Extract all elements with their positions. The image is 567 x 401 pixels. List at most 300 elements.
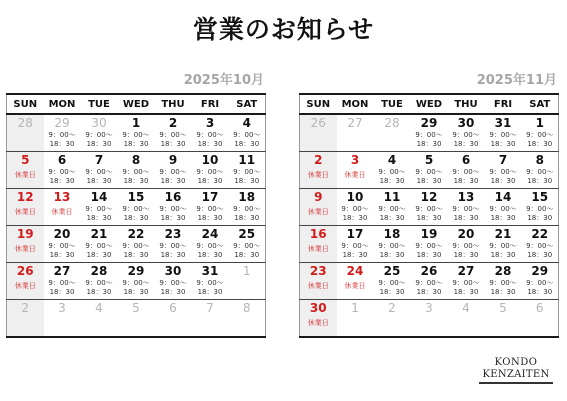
day-number: 5 [132,301,140,315]
day-number: 10 [201,153,219,167]
opening-time: 9：00～ [341,205,369,213]
opening-time: 9：00～ [526,279,554,287]
calendar-day-cell [81,114,118,152]
closing-time: 18：30 [123,214,149,222]
closing-time: 18：30 [342,251,368,259]
opening-time: 9：00～ [415,279,443,287]
calendar-day-cell [44,189,81,226]
opening-time: 9：00～ [196,168,224,176]
calendar-day-cell [485,226,522,263]
calendar-day-cell [374,189,411,226]
opening-time: 9：00～ [415,131,443,139]
day-number: 5 [424,153,434,167]
opening-time: 9：00～ [233,131,261,139]
day-number: 14 [90,190,108,204]
calendar-week-row [300,263,559,300]
closed-day-label: 休業日 [307,282,329,290]
opening-time: 9：00～ [159,205,187,213]
closing-time: 18：30 [453,140,479,148]
day-number: 20 [457,227,475,241]
weekday-label: THU [448,94,485,114]
calendar-day-cell [118,263,155,300]
calendar-day-cell [81,189,118,226]
day-number: 4 [462,301,470,315]
closing-time: 18：30 [160,214,186,222]
logo-line-1: KONDO [494,357,538,368]
calendar-week-row [300,189,559,226]
closed-day-label: 休業日 [14,171,36,179]
company-logo [479,357,553,384]
calendar-november [299,72,559,338]
calendar-week-row [7,114,266,152]
weekday-label: SUN [300,94,337,114]
day-number: 21 [494,227,512,241]
calendar-day-cell [411,263,448,300]
calendar-day-cell [81,300,118,338]
closing-time: 18：30 [379,214,405,222]
calendar-day-cell [485,300,522,338]
opening-time: 9：00～ [452,168,480,176]
calendar-day-cell [44,152,81,189]
calendar-day-cell [448,114,485,152]
day-number: 4 [95,301,103,315]
day-number: 1 [535,116,544,130]
calendar-week-row [7,300,266,338]
calendar-week-row [300,226,559,263]
closing-time: 18：30 [123,288,149,296]
weekday-label: MON [44,94,81,114]
opening-time: 9：00～ [378,168,406,176]
calendar-day-cell [337,114,374,152]
closing-time: 18：30 [416,288,442,296]
closing-time: 18：30 [416,177,442,185]
opening-time: 9：00～ [526,242,554,250]
closing-time: 18：30 [527,177,553,185]
calendar-day-cell [229,152,266,189]
day-number: 17 [201,190,219,204]
day-number: 21 [90,227,108,241]
calendar-day-cell [374,263,411,300]
closing-time: 18：30 [490,177,516,185]
closing-time: 18：30 [49,177,75,185]
opening-time: 9：00～ [341,242,369,250]
closing-time: 18：30 [86,140,112,148]
calendar-day-cell [155,226,192,263]
page-title: 営業のお知らせ [192,15,375,44]
closed-day-label: 休業日 [307,245,329,253]
day-number: 27 [347,116,363,130]
opening-time: 9：00～ [378,205,406,213]
calendar-day-cell [229,300,266,338]
opening-time: 9：00～ [489,242,517,250]
day-number: 29 [127,264,145,278]
day-number: 3 [58,301,66,315]
opening-time: 9：00～ [415,242,443,250]
day-number: 24 [346,264,364,278]
weekday-label: TUE [81,94,118,114]
closing-time: 18：30 [197,214,223,222]
opening-time: 9：00～ [196,205,224,213]
day-number: 4 [242,116,251,130]
day-number: 30 [457,116,475,130]
opening-time: 9：00～ [122,205,150,213]
closing-time: 18：30 [197,177,223,185]
calendar-day-cell [448,152,485,189]
opening-time: 9：00～ [122,168,150,176]
calendar-day-cell [337,226,374,263]
weekday-label: THU [155,94,192,114]
day-number: 28 [17,116,33,130]
closed-day-label: 休業日 [307,171,329,179]
calendar-day-cell [155,114,192,152]
calendar-day-cell [411,152,448,189]
day-number: 26 [16,264,34,278]
closing-time: 18：30 [379,177,405,185]
closed-day-label: 休業日 [344,171,366,179]
day-number: 28 [90,264,108,278]
calendar-day-cell [118,189,155,226]
day-number: 3 [205,116,215,130]
closing-time: 18：30 [160,251,186,259]
closing-time: 18：30 [490,251,516,259]
calendar-day-cell [411,300,448,338]
calendar-day-cell [522,152,559,189]
day-number: 16 [164,190,182,204]
day-number: 13 [53,190,71,204]
calendar-day-cell [337,152,374,189]
calendar-day-cell [300,152,337,189]
calendar-week-row [300,300,559,338]
day-number: 12 [420,190,438,204]
opening-time: 9：00～ [452,242,480,250]
calendar-day-cell [229,114,266,152]
closing-time: 18：30 [197,140,223,148]
closed-day-label: 休業日 [51,208,73,216]
calendar-day-cell [7,189,44,226]
day-number: 8 [131,153,141,167]
closing-time: 18：30 [160,177,186,185]
day-number: 28 [384,116,400,130]
day-number: 9 [314,190,323,204]
opening-time: 9：00～ [489,279,517,287]
closing-time: 18：30 [527,288,553,296]
opening-time: 9：00～ [378,279,406,287]
calendar-day-cell [522,300,559,338]
calendar-day-cell [300,300,337,338]
day-number: 1 [242,264,251,278]
calendar-grid [6,93,266,338]
day-number: 26 [310,116,326,130]
opening-time: 9：00～ [48,131,76,139]
calendar-day-cell [7,114,44,152]
opening-time: 9：00～ [452,205,480,213]
opening-time: 9：00～ [196,131,224,139]
day-number: 14 [494,190,512,204]
closing-time: 18：30 [123,140,149,148]
calendar-day-cell [118,300,155,338]
day-number: 28 [494,264,512,278]
day-number: 26 [420,264,438,278]
day-number: 18 [383,227,401,241]
calendar-day-cell [192,152,229,189]
weekday-label: TUE [374,94,411,114]
day-number: 7 [498,153,508,167]
opening-time: 9：00～ [122,131,150,139]
opening-time: 9：00～ [85,205,113,213]
day-number: 31 [494,116,512,130]
day-number: 18 [238,190,256,204]
closing-time: 18：30 [490,288,516,296]
day-number: 2 [21,301,30,315]
day-number: 22 [127,227,145,241]
day-number: 5 [499,301,507,315]
calendar-body [300,114,559,337]
opening-time: 9：00～ [526,168,554,176]
calendar-day-cell [300,226,337,263]
calendar-day-cell [522,114,559,152]
closing-time: 18：30 [453,214,479,222]
day-number: 2 [388,301,396,315]
calendar-day-cell [44,300,81,338]
opening-time: 9：00～ [48,168,76,176]
closed-day-label: 休業日 [307,319,329,327]
calendar-day-cell [411,226,448,263]
closing-time: 18：30 [86,214,112,222]
calendar-day-cell [337,300,374,338]
day-number: 7 [206,301,214,315]
opening-time: 9：00～ [122,242,150,250]
closing-time: 18：30 [160,288,186,296]
opening-time: 9：00～ [452,279,480,287]
weekday-label: WED [411,94,448,114]
calendar-day-cell [448,263,485,300]
opening-time: 9：00～ [526,205,554,213]
closing-time: 18：30 [453,288,479,296]
day-number: 29 [531,264,549,278]
day-number: 24 [201,227,219,241]
closing-time: 18：30 [197,251,223,259]
calendar-day-cell [300,189,337,226]
calendar-day-cell [485,152,522,189]
calendar-week-row [300,114,559,152]
day-number: 25 [383,264,401,278]
closing-time: 18：30 [49,251,75,259]
calendar-day-cell [155,263,192,300]
day-number: 27 [53,264,71,278]
calendar-day-cell [522,263,559,300]
calendar-day-cell [81,226,118,263]
opening-time: 9：00～ [415,168,443,176]
closing-time: 18：30 [342,214,368,222]
closing-time: 18：30 [86,177,112,185]
opening-time: 9：00～ [452,131,480,139]
weekday-label: SAT [229,94,266,114]
opening-time: 9：00～ [489,168,517,176]
closing-time: 18：30 [49,140,75,148]
closing-time: 18：30 [49,288,75,296]
calendar-day-cell [337,189,374,226]
day-number: 4 [387,153,397,167]
closing-time: 18：30 [416,214,442,222]
calendar-day-cell [7,300,44,338]
opening-time: 9：00～ [48,242,76,250]
calendar-body [7,114,266,337]
calendar-day-cell [155,189,192,226]
day-number: 19 [420,227,438,241]
weekday-label: WED [118,94,155,114]
calendar-day-cell [155,152,192,189]
calendar-day-cell [7,226,44,263]
day-number: 17 [346,227,364,241]
opening-time: 9：00～ [85,168,113,176]
closing-time: 18：30 [453,251,479,259]
opening-time: 9：00～ [196,279,224,287]
closing-time: 18：30 [123,177,149,185]
weekday-label: FRI [485,94,522,114]
day-number: 7 [94,153,104,167]
day-number: 8 [535,153,544,167]
day-number: 30 [91,116,107,130]
month-label: 2025年11月 [476,73,557,88]
closing-time: 18：30 [123,251,149,259]
calendar-day-cell [522,189,559,226]
day-number: 23 [164,227,182,241]
day-number: 3 [350,153,360,167]
calendar-day-cell [7,263,44,300]
calendar-week-row [300,152,559,189]
day-number: 12 [16,190,34,204]
weekday-header-row [300,94,559,114]
day-number: 6 [535,301,544,315]
opening-time: 9：00～ [233,242,261,250]
closing-time: 18：30 [490,214,516,222]
opening-time: 9：00～ [196,242,224,250]
day-number: 1 [351,301,359,315]
calendar-day-cell [411,114,448,152]
opening-time: 9：00～ [85,131,113,139]
calendar-day-cell [374,114,411,152]
weekday-header-row [7,94,266,114]
closing-time: 18：30 [234,214,260,222]
closed-day-label: 休業日 [307,208,329,216]
calendar-day-cell [192,226,229,263]
month-label: 2025年10月 [183,73,264,88]
day-number: 22 [531,227,549,241]
opening-time: 9：00～ [526,131,554,139]
calendar-day-cell [229,226,266,263]
closing-time: 18：30 [416,140,442,148]
calendar-day-cell [300,114,337,152]
calendar-day-cell [374,226,411,263]
calendar-day-cell [485,114,522,152]
day-number: 2 [168,116,178,130]
closing-time: 18：30 [416,251,442,259]
opening-time: 9：00～ [489,205,517,213]
day-number: 16 [309,227,327,241]
calendar-october [6,72,266,338]
closing-time: 18：30 [86,288,112,296]
calendar-day-cell [118,152,155,189]
logo-line-2: KENZAITEN [479,369,553,384]
day-number: 1 [131,116,141,130]
closing-time: 18：30 [490,140,516,148]
closed-day-label: 休業日 [14,245,36,253]
calendar-day-cell [192,189,229,226]
calendar-day-cell [192,263,229,300]
calendar-day-cell [229,189,266,226]
day-number: 27 [457,264,475,278]
calendar-day-cell [337,263,374,300]
opening-time: 9：00～ [159,279,187,287]
calendar-day-cell [155,300,192,338]
closing-time: 18：30 [160,140,186,148]
weekday-label: SAT [522,94,559,114]
day-number: 13 [457,190,475,204]
calendar-week-row [7,226,266,263]
calendar-day-cell [44,226,81,263]
opening-time: 9：00～ [122,279,150,287]
closing-time: 18：30 [527,140,553,148]
day-number: 29 [54,116,70,130]
closing-time: 18：30 [379,251,405,259]
calendar-day-cell [485,189,522,226]
weekday-label: SUN [7,94,44,114]
closed-day-label: 休業日 [344,282,366,290]
closing-time: 18：30 [527,214,553,222]
calendar-day-cell [44,114,81,152]
weekday-label: MON [337,94,374,114]
closed-day-label: 休業日 [14,208,36,216]
day-number: 15 [127,190,145,204]
opening-time: 9：00～ [233,168,261,176]
closing-time: 18：30 [234,140,260,148]
day-number: 15 [531,190,549,204]
day-number: 6 [57,153,67,167]
opening-time: 9：00～ [489,131,517,139]
calendar-day-cell [118,226,155,263]
weekday-label: FRI [192,94,229,114]
day-number: 20 [53,227,71,241]
calendar-day-cell [118,114,155,152]
closing-time: 18：30 [234,177,260,185]
opening-time: 9：00～ [85,242,113,250]
day-number: 9 [168,153,178,167]
closing-time: 18：30 [379,288,405,296]
calendar-week-row [7,152,266,189]
calendar-day-cell [448,189,485,226]
day-number: 10 [346,190,364,204]
calendar-day-cell [192,114,229,152]
opening-time: 9：00～ [159,131,187,139]
calendar-day-cell [44,263,81,300]
day-number: 11 [383,190,401,204]
day-number: 31 [201,264,219,278]
closing-time: 18：30 [453,177,479,185]
day-number: 29 [420,116,438,130]
day-number: 23 [309,264,327,278]
calendar-day-cell [374,152,411,189]
calendar-day-cell [485,263,522,300]
day-number: 19 [16,227,34,241]
closing-time: 18：30 [234,251,260,259]
day-number: 3 [425,301,433,315]
calendar-week-row [7,189,266,226]
day-number: 30 [164,264,182,278]
calendar-day-cell [522,226,559,263]
closing-time: 18：30 [86,251,112,259]
closing-time: 18：30 [527,251,553,259]
calendar-grid [299,93,559,338]
